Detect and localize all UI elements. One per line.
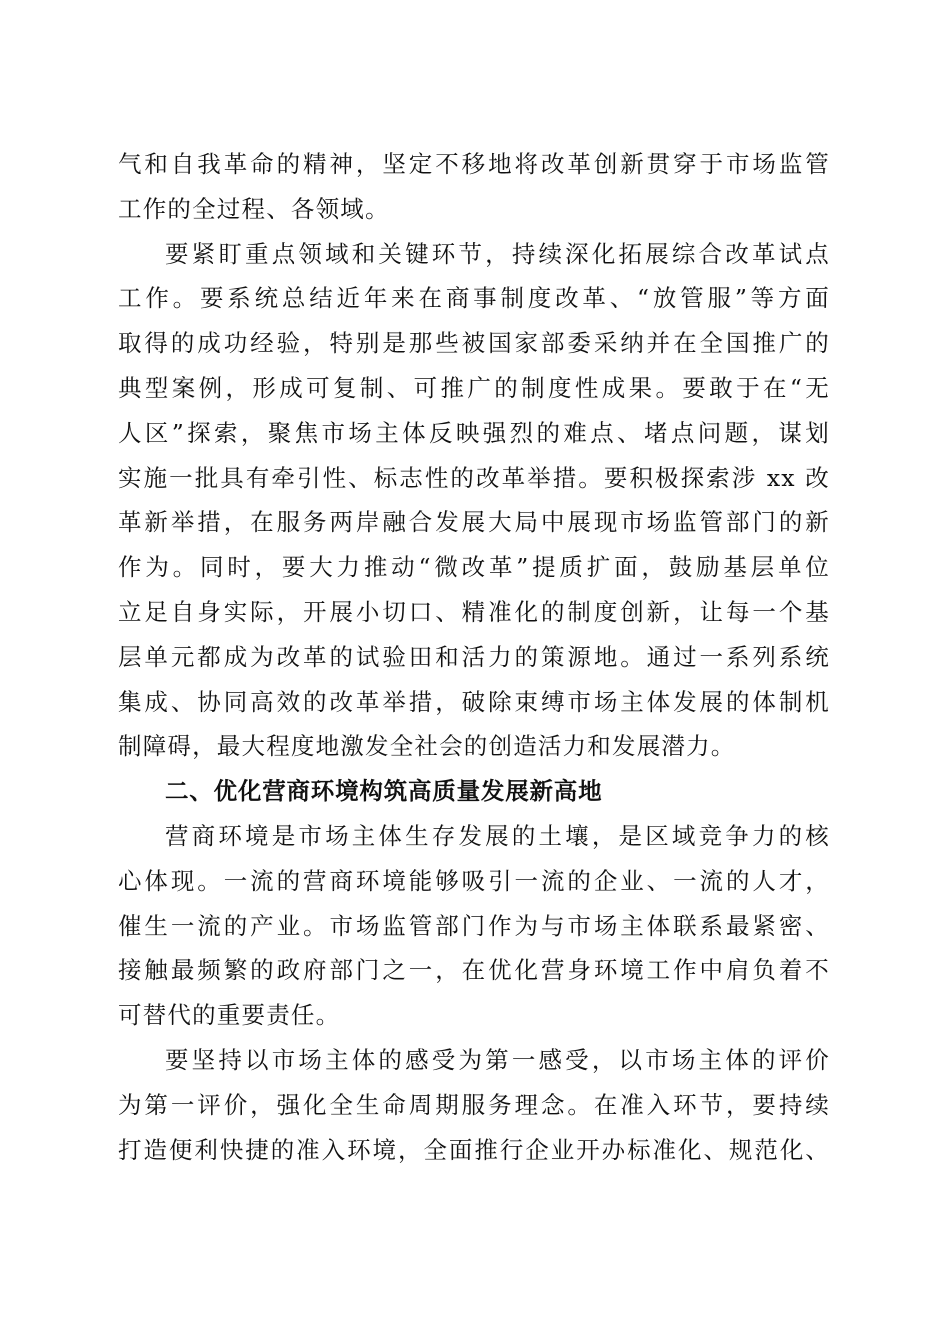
text-line: 打造便利快捷的准入环境，全面推行企业开办标准化、规范化、 [118, 1135, 830, 1164]
paragraph-2 [118, 232, 830, 770]
paragraph-3 [118, 814, 830, 1038]
text-line: 催生一流的产业。市场监管部门作为与市场主体联系最紧密、 [118, 911, 830, 940]
text-line: 人区”探索，聚焦市场主体反映强烈的难点、堵点问题，谋划 [118, 418, 830, 447]
paragraph-1 [118, 142, 830, 232]
text-line: 接触最频繁的政府部门之一，在优化营身环境工作中肩负着不 [118, 956, 830, 985]
text-line: 典型案例，形成可复制、可推广的制度性成果。要敢于在“无 [118, 373, 830, 402]
text-line: 取得的成功经验，特别是那些被国家部委采纳并在全国推广的 [118, 329, 830, 358]
text-line: 立足自身实际，开展小切口、精准化的制度创新，让每一个基 [118, 597, 830, 626]
text-line: 为第一评价，强化全生命周期服务理念。在准入环节，要持续 [118, 1090, 830, 1119]
section-heading: 二、优化营商环境构筑高质量发展新高地 [165, 777, 603, 806]
text-line: 集成、协同高效的改革举措，破除束缚市场主体发展的体制机 [118, 687, 830, 716]
text-line: 营商环境是市场主体生存发展的土壤，是区域竞争力的核 [165, 821, 830, 850]
text-line: 层单元都成为改革的试验田和活力的策源地。通过一系列系统 [118, 642, 830, 671]
paragraph-4 [118, 1038, 830, 1172]
text-line: 革新举措，在服务两岸融合发展大局中展现市场监管部门的新 [118, 508, 830, 537]
text-line: 气和自我革命的精神，坚定不移地将改革创新贯穿于市场监管 [118, 150, 830, 178]
text-line: 制障碍，最大程度地激发全社会的创造活力和发展潜力。 [118, 732, 736, 761]
text-line: 实施一批具有牵引性、标志性的改革举措。要积极探索涉 xx 改 [118, 463, 830, 492]
text-line: 可替代的重要责任。 [118, 1001, 341, 1030]
text-line: 工作。要系统总结近年来在商事制度改革、“放管服”等方面 [118, 284, 830, 313]
document-body [118, 142, 830, 1172]
text-line: 要紧盯重点领域和关键环节，持续深化拓展综合改革试点 [165, 239, 830, 268]
text-line: 作为。同时，要大力推动“微改革”提质扩面，鼓励基层单位 [118, 553, 830, 582]
text-line: 工作的全过程、各领域。 [118, 194, 390, 223]
text-line: 心体现。一流的营商环境能够吸引一流的企业、一流的人才， [118, 866, 830, 895]
text-line: 要坚持以市场主体的感受为第一感受，以市场主体的评价 [165, 1045, 830, 1074]
